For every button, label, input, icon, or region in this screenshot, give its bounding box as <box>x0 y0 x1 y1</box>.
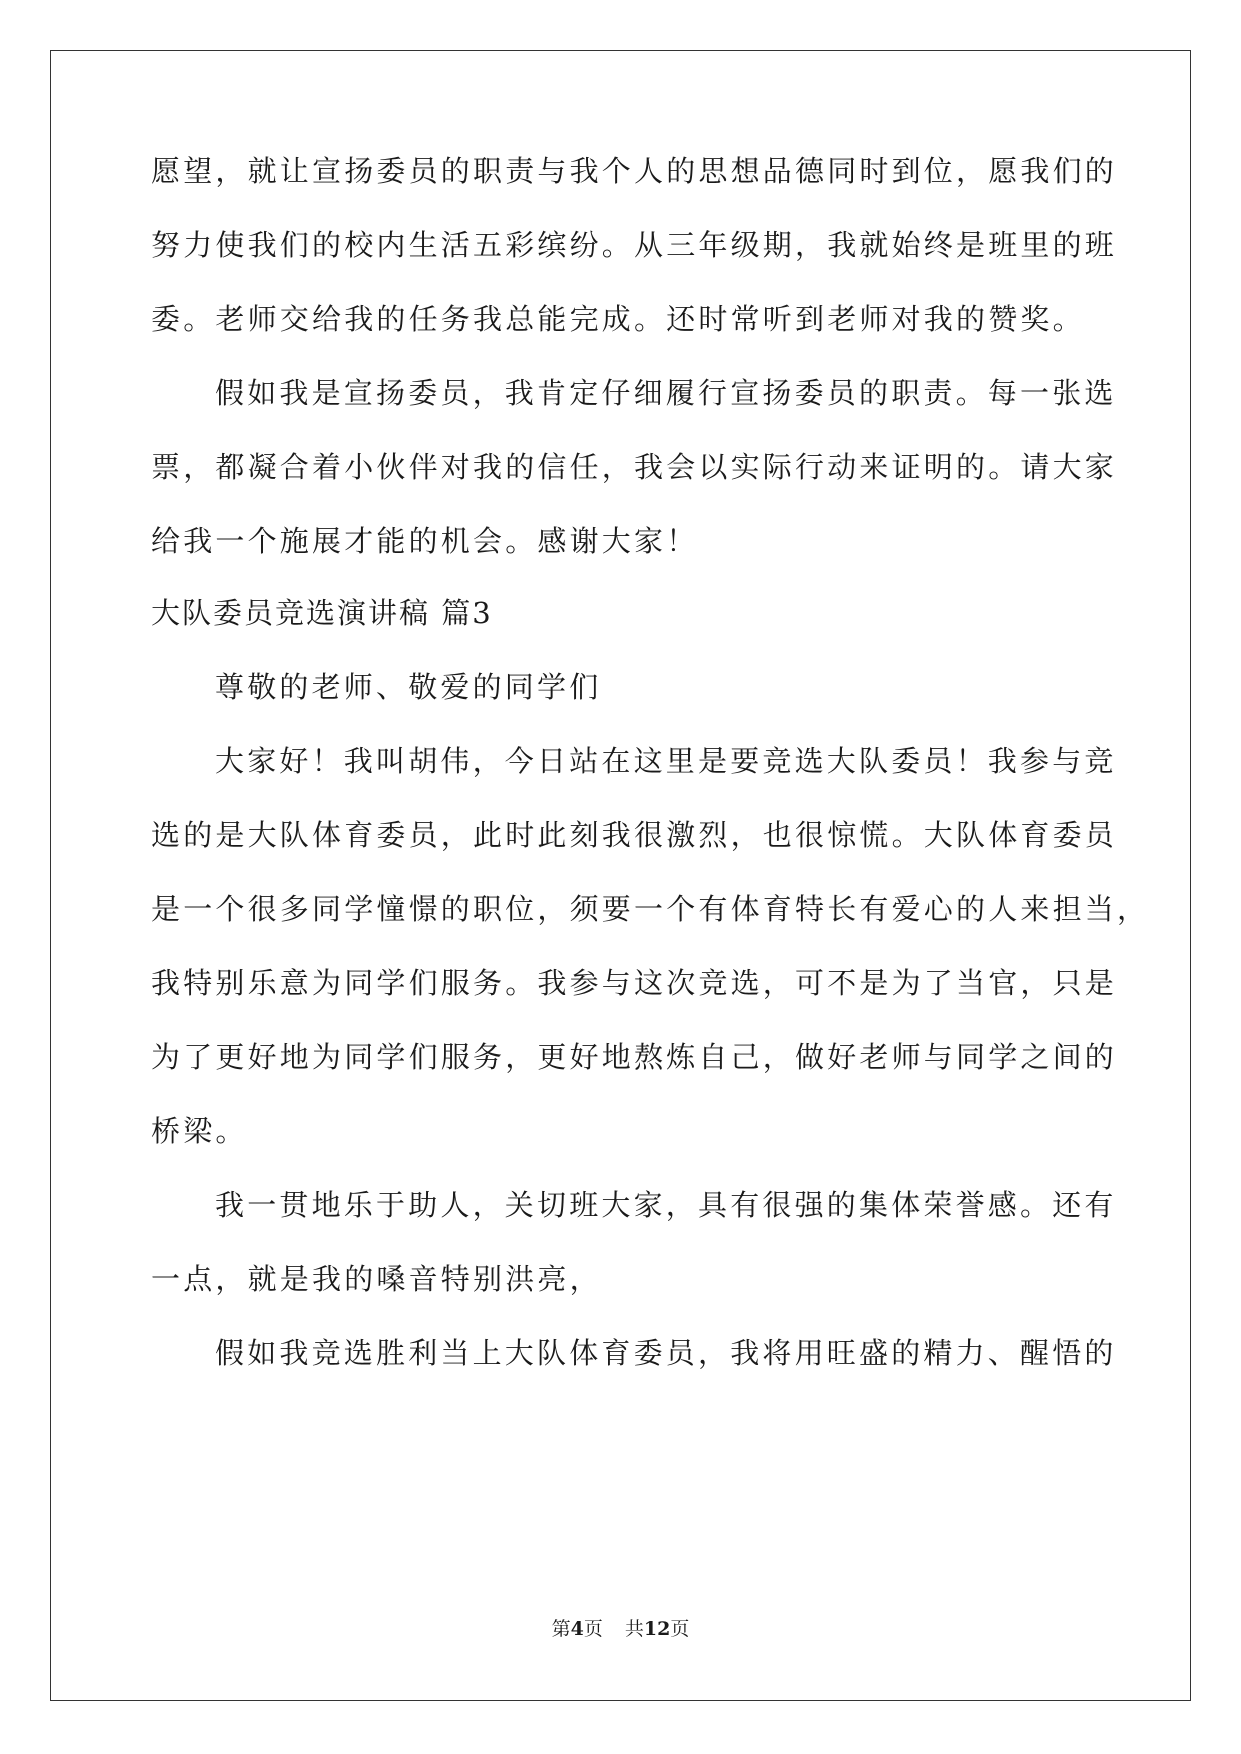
page-suffix: 页 <box>583 1618 603 1640</box>
total-pages-number: 12 <box>643 1618 671 1640</box>
page-border <box>50 50 1191 1701</box>
paragraph-line: 票，都凝合着小伙伴对我的信任，我会以实际行动来证明的。请大家 <box>151 450 1118 484</box>
paragraph-line: 我一贯地乐于助人，关切班大家，具有很强的集体荣誉感。还有 <box>215 1188 1117 1222</box>
paragraph-line: 假如我是宣扬委员，我肯定仔细履行宣扬委员的职责。每一张选 <box>215 376 1117 410</box>
paragraph-line: 委。老师交给我的任务我总能完成。还时常听到老师对我的赞奖。 <box>151 302 1085 336</box>
paragraph-line: 是一个很多同学憧憬的职位，须要一个有体育特长有爱心的人来担当， <box>151 892 1150 926</box>
current-page-number: 4 <box>570 1618 584 1640</box>
paragraph-line: 假如我竞选胜利当上大队体育委员，我将用旺盛的精力、醒悟的 <box>215 1336 1117 1370</box>
paragraph-line: 愿望，就让宣扬委员的职责与我个人的思想品德同时到位，愿我们的 <box>151 154 1118 188</box>
paragraph-line: 为了更好地为同学们服务，更好地熬炼自己，做好老师与同学之间的 <box>151 1040 1118 1074</box>
total-suffix: 页 <box>670 1618 690 1640</box>
paragraph-line: 努力使我们的校内生活五彩缤纷。从三年级期，我就始终是班里的班 <box>151 228 1118 262</box>
paragraph-line: 给我一个施展才能的机会。感谢大家！ <box>151 524 699 558</box>
page-prefix: 第 <box>551 1618 571 1640</box>
section-heading: 大队委员竞选演讲稿 篇3 <box>151 596 493 630</box>
total-prefix: 共 <box>624 1618 644 1640</box>
paragraph-line: 我特别乐意为同学们服务。我参与这次竞选，可不是为了当官，只是 <box>151 966 1118 1000</box>
page-footer <box>0 1617 1241 1641</box>
paragraph-line: 大家好！我叫胡伟，今日站在这里是要竞选大队委员！我参与竞 <box>215 744 1117 778</box>
paragraph-line: 选的是大队体育委员，此时此刻我很激烈，也很惊慌。大队体育委员 <box>151 818 1118 852</box>
paragraph-line: 桥梁。 <box>151 1114 248 1148</box>
salutation: 尊敬的老师、敬爱的同学们 <box>215 670 602 704</box>
paragraph-line: 一点，就是我的嗓音特别洪亮， <box>151 1262 602 1296</box>
